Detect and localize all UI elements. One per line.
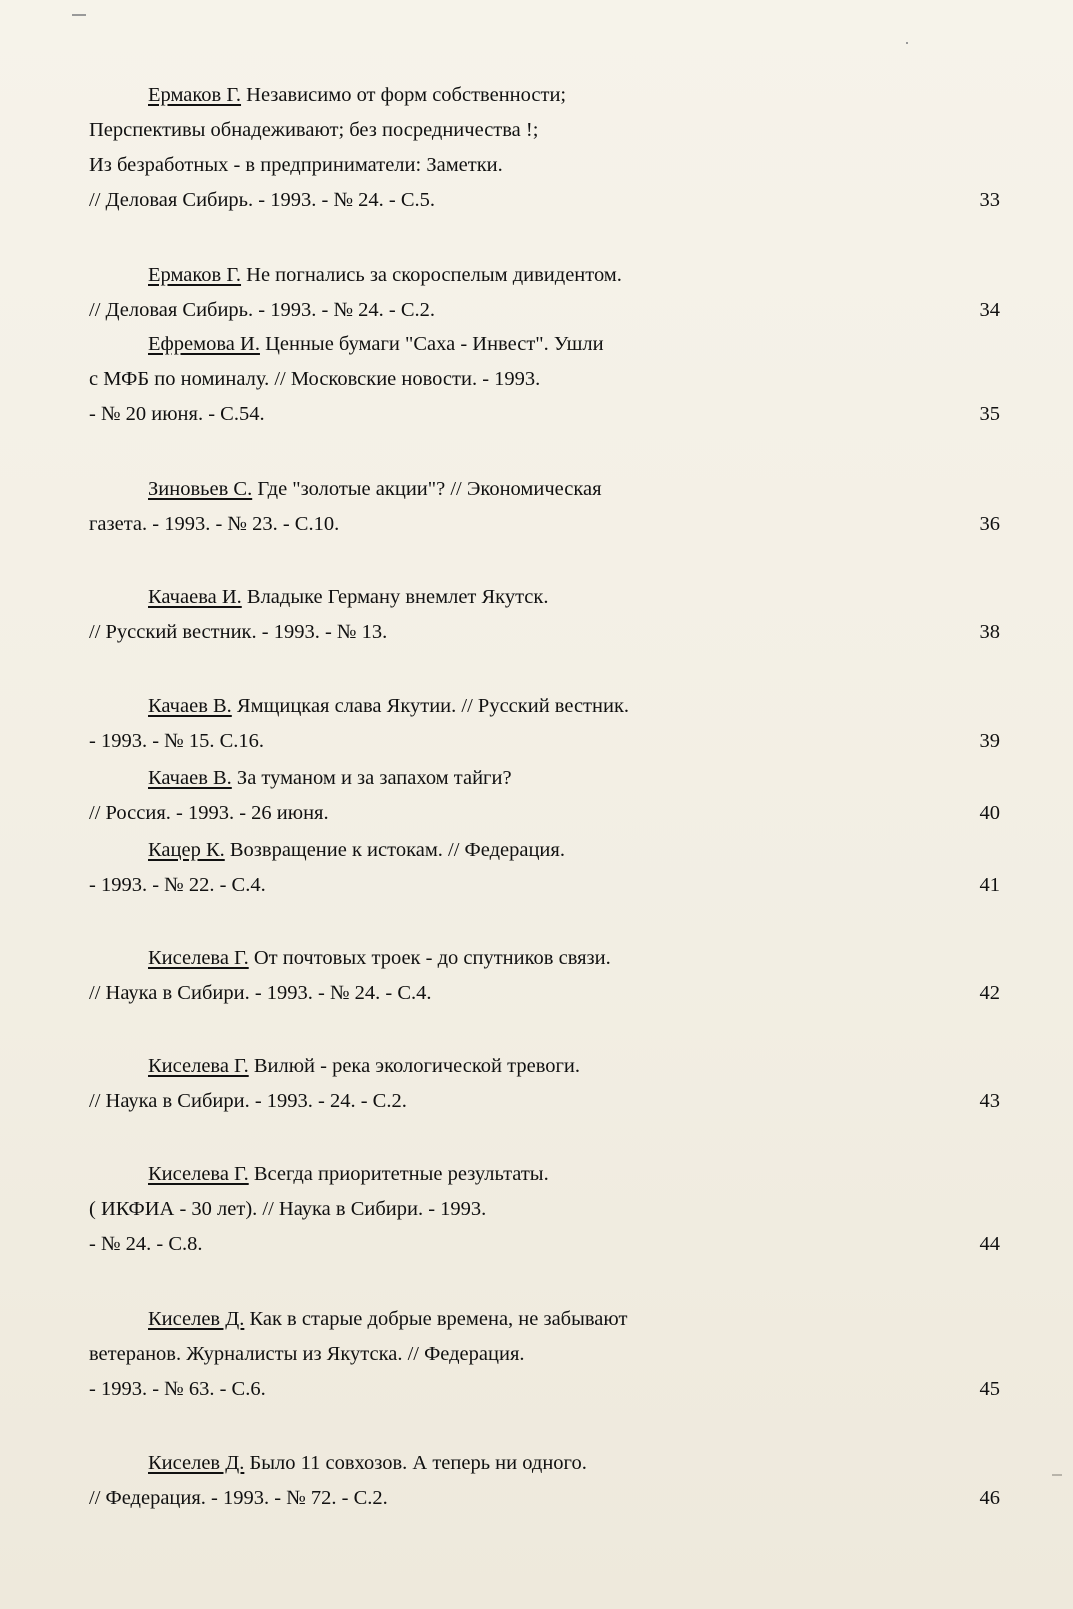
- entry-line: [89, 507, 1000, 542]
- entry-line: ветеранов. Журналисты из Якутска. // Федерация.: [89, 1343, 525, 1365]
- entry-text: - 1993. - № 15. С.16.: [89, 730, 265, 752]
- entry-line: [89, 183, 1000, 218]
- entry-first-line: [89, 1446, 989, 1481]
- entry-author: Качаев В.: [148, 695, 232, 717]
- entry-text: Как в старые добрые времена, не забывают: [249, 1308, 628, 1330]
- entry-number: 33: [979, 189, 1000, 211]
- entry-first-line: [89, 472, 989, 507]
- entry-text: // Наука в Сибири. - 1993. - 24. - С.2.: [89, 1090, 407, 1112]
- bibliography-entry: [89, 1157, 1000, 1262]
- entry-line: [89, 1084, 1000, 1119]
- entry-author: Киселева Г.: [148, 1163, 249, 1185]
- scan-mark: [1052, 1474, 1062, 1476]
- entry-line: [89, 1372, 1000, 1407]
- entry-author: Качаева И.: [148, 586, 242, 608]
- bibliography-entry: [89, 1302, 1000, 1407]
- entry-line: [89, 293, 1000, 328]
- entry-author: Ермаков Г.: [148, 84, 242, 106]
- bibliography-entry: [89, 78, 1000, 218]
- entry-author: Кацер К.: [148, 839, 225, 861]
- entry-number: 44: [979, 1233, 1000, 1255]
- entry-text: Вилюй - река экологической тревоги.: [253, 1055, 580, 1077]
- entry-text: От почтовых троек - до спутников связи.: [253, 947, 611, 969]
- entry-number: 34: [979, 299, 1000, 321]
- entry-text: // Наука в Сибири. - 1993. - № 24. - С.4.: [89, 982, 432, 1004]
- bibliography-entry: [89, 1049, 1000, 1119]
- entry-text: Ценные бумаги "Саха - Инвест". Ушли: [265, 333, 604, 355]
- entry-first-line: [89, 1049, 989, 1084]
- entry-author: Ермаков Г.: [148, 264, 242, 286]
- entry-text: - № 20 июня. - С.54.: [89, 403, 265, 425]
- entry-text: - № 24. - С.8.: [89, 1233, 203, 1255]
- entry-number: 41: [979, 874, 1000, 896]
- entry-text: Не погнались за скороспелым дивидентом.: [246, 264, 622, 286]
- bibliography-entry: [89, 258, 1000, 328]
- entry-first-line: [89, 327, 989, 362]
- entry-text: За туманом и за запахом тайги?: [236, 767, 512, 789]
- bibliography-entry: [89, 941, 1000, 1011]
- bibliography-entry: [89, 580, 1000, 650]
- bibliography-entry: [89, 761, 1000, 831]
- entry-text: газета. - 1993. - № 23. - С.10.: [89, 513, 340, 535]
- entry-line: [89, 615, 1000, 650]
- entry-number: 46: [979, 1487, 1000, 1509]
- entry-text: // Россия. - 1993. - 26 июня.: [89, 802, 329, 824]
- entry-line: [89, 1227, 1000, 1262]
- entry-first-line: [89, 833, 989, 868]
- entry-line: [89, 868, 1000, 903]
- entry-text: Владыке Герману внемлет Якутск.: [246, 586, 549, 608]
- entry-text: Всегда приоритетные результаты.: [253, 1163, 549, 1185]
- entry-author: Киселева Г.: [148, 1055, 249, 1077]
- entry-line: Из безработных - в предприниматели: Заметки.: [89, 154, 503, 176]
- entry-number: 39: [979, 730, 1000, 752]
- entry-number: 45: [979, 1378, 1000, 1400]
- entry-author: Качаев В.: [148, 767, 232, 789]
- bibliography-entry: [89, 833, 1000, 903]
- entry-text: // Деловая Сибирь. - 1993. - № 24. - С.2.: [89, 299, 435, 321]
- entry-number: 43: [979, 1090, 1000, 1112]
- entry-text: // Русский вестник. - 1993. - № 13.: [89, 621, 388, 643]
- entry-line: Перспективы обнадеживают; без посредничества !;: [89, 119, 539, 141]
- bibliography-entry: [89, 689, 1000, 759]
- bibliography-entry: [89, 1446, 1000, 1516]
- entry-first-line: [89, 1157, 989, 1192]
- entry-text: Где "золотые акции"? // Экономическая: [257, 478, 602, 500]
- entry-text: // Федерация. - 1993. - № 72. - С.2.: [89, 1487, 388, 1509]
- entry-first-line: [89, 689, 989, 724]
- entry-author: Ефремова И.: [148, 333, 260, 355]
- entry-first-line: [89, 580, 989, 615]
- entry-line: [89, 796, 1000, 831]
- entry-number: 42: [979, 982, 1000, 1004]
- entry-text: // Деловая Сибирь. - 1993. - № 24. - С.5.: [89, 189, 435, 211]
- entry-line: [89, 724, 1000, 759]
- entry-first-line: [89, 78, 989, 113]
- entry-line: [89, 397, 1000, 432]
- entry-number: 35: [979, 403, 1000, 425]
- entry-first-line: [89, 1302, 989, 1337]
- bibliography-entry: [89, 472, 1000, 542]
- entry-number: 38: [979, 621, 1000, 643]
- entry-text: Возвращение к истокам. // Федерация.: [229, 839, 565, 861]
- entry-number: 36: [979, 513, 1000, 535]
- entry-text: Ямщицкая слава Якутии. // Русский вестник.: [236, 695, 630, 717]
- entry-first-line: [89, 761, 989, 796]
- entry-line: [89, 976, 1000, 1011]
- entry-author: Киселев Д.: [148, 1308, 245, 1330]
- bibliography-entry: [89, 327, 1000, 432]
- entry-text: - 1993. - № 22. - С.4.: [89, 874, 266, 896]
- entry-author: Зиновьев С.: [148, 478, 253, 500]
- entry-text: - 1993. - № 63. - С.6.: [89, 1378, 266, 1400]
- entry-line: ( ИКФИА - 30 лет). // Наука в Сибири. - 1993.: [89, 1198, 487, 1220]
- entry-first-line: [89, 941, 989, 976]
- entry-text: Независимо от форм собственности;: [246, 84, 567, 106]
- scan-mark: [906, 42, 908, 44]
- entry-line: [89, 1481, 1000, 1516]
- entry-number: 40: [979, 802, 1000, 824]
- scan-mark: [72, 14, 86, 16]
- entry-author: Киселев Д.: [148, 1452, 245, 1474]
- entry-author: Киселева Г.: [148, 947, 249, 969]
- entry-line: с МФБ по номиналу. // Московские новости. - 1993.: [89, 368, 541, 390]
- entry-first-line: [89, 258, 989, 293]
- entry-text: Было 11 совхозов. А теперь ни одного.: [249, 1452, 587, 1474]
